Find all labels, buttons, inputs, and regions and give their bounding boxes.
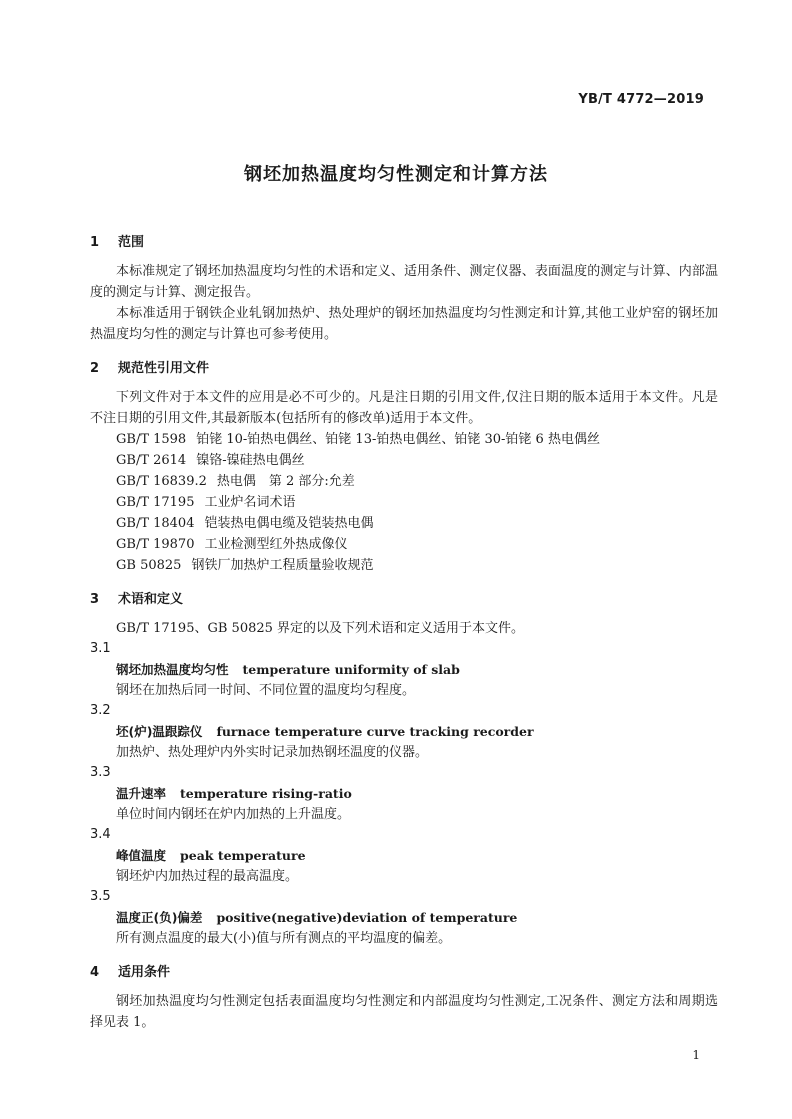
- term-name-zh: 坯(炉)温跟踪仪: [116, 724, 203, 739]
- term-number: 3.5: [90, 889, 111, 904]
- term-name-en: temperature rising-ratio: [180, 786, 352, 801]
- reference-item: [90, 471, 718, 492]
- conditions-paragraph: 钢坯加热温度均匀性测定包括表面温度均匀性测定和内部温度均匀性测定,工况条件、测定方法和周期选择见表 1。: [90, 994, 718, 1030]
- term-name-zh: 钢坯加热温度均匀性: [116, 662, 229, 677]
- reference-code: GB/T 1598: [116, 432, 187, 447]
- reference-code: GB/T 17195: [116, 495, 195, 510]
- term-definition: 加热炉、热处理炉内外实时记录加热钢坯温度的仪器。: [116, 745, 429, 760]
- section-heading-terms: [90, 589, 718, 610]
- term-name-en: furnace temperature curve tracking recorder: [216, 724, 534, 739]
- term-number: 3.2: [90, 703, 111, 718]
- section-heading-conditions: [90, 962, 718, 983]
- term-name-zh: 峰值温度: [116, 848, 167, 863]
- reference-title: 热电偶 第 2 部分:允差: [216, 474, 355, 489]
- document-body: [90, 232, 718, 1033]
- section-number: 1: [90, 235, 100, 250]
- term-name: [90, 783, 718, 804]
- term-number: 3.3: [90, 765, 111, 780]
- section-number: 4: [90, 965, 100, 980]
- reference-title: 工业检测型红外热成像仪: [204, 537, 348, 552]
- term-name-en: temperature uniformity of slab: [242, 662, 460, 677]
- term-name: [90, 907, 718, 928]
- terms-intro: GB/T 17195、GB 50825 界定的以及下列术语和定义适用于本文件。: [116, 621, 525, 636]
- term-name-zh: 温升速率: [116, 786, 167, 801]
- page-number: 1: [692, 1048, 700, 1062]
- document-title: 钢坯加热温度均匀性测定和计算方法: [244, 164, 548, 185]
- reference-code: GB 50825: [116, 558, 182, 573]
- reference-code: GB/T 18404: [116, 516, 195, 531]
- references-intro: 下列文件对于本文件的应用是必不可少的。凡是注日期的引用文件,仅注日期的版本适用于本文件。凡是不注日期的引用文件,其最新版本(包括所有的修改单)适用于本文件。: [90, 390, 718, 426]
- scope-paragraph: 本标准规定了钢坯加热温度均匀性的术语和定义、适用条件、测定仪器、表面温度的测定与计算、内部温度的测定与计算、测定报告。: [90, 264, 718, 300]
- section-number: 3: [90, 592, 100, 607]
- section-title: 规范性引用文件: [118, 361, 210, 376]
- term-definition: 单位时间内钢坯在炉内加热的上升温度。: [116, 807, 351, 822]
- term-name-zh: 温度正(负)偏差: [116, 910, 203, 925]
- term-name: [90, 721, 718, 742]
- section-title: 范围: [118, 235, 145, 250]
- term-definition: 钢坯在加热后同一时间、不同位置的温度均匀程度。: [116, 683, 416, 698]
- scope-paragraph: 本标准适用于钢铁企业轧钢加热炉、热处理炉的钢坯加热温度均匀性测定和计算,其他工业炉窑的钢坯加热温度均匀性的测定与计算也可参考使用。: [90, 306, 718, 342]
- reference-title: 工业炉名词术语: [204, 495, 296, 510]
- term-name: [90, 845, 718, 866]
- reference-title: 镍铬-镍硅热电偶丝: [196, 453, 305, 468]
- reference-item: [90, 534, 718, 555]
- reference-title: 铂铑 10-铂热电偶丝、铂铑 13-铂热电偶丝、铂铑 30-铂铑 6 热电偶丝: [196, 432, 600, 447]
- reference-item: [90, 492, 718, 513]
- reference-item: [90, 429, 718, 450]
- section-heading-scope: [90, 232, 718, 253]
- term-name-en: positive(negative)deviation of temperature: [216, 910, 518, 925]
- term-number: 3.4: [90, 827, 111, 842]
- term-definition: 钢坯炉内加热过程的最高温度。: [116, 869, 299, 884]
- reference-item: [90, 513, 718, 534]
- standard-code: YB/T 4772—2019: [578, 92, 704, 107]
- section-title: 术语和定义: [118, 592, 184, 607]
- section-number: 2: [90, 361, 100, 376]
- reference-code: GB/T 2614: [116, 453, 187, 468]
- section-heading-references: [90, 358, 718, 379]
- reference-item: [90, 555, 718, 576]
- reference-title: 钢铁厂加热炉工程质量验收规范: [191, 558, 374, 573]
- term-name: [90, 659, 718, 680]
- reference-code: GB/T 16839.2: [116, 474, 207, 489]
- term-name-en: peak temperature: [180, 848, 306, 863]
- reference-item: [90, 450, 718, 471]
- term-number: 3.1: [90, 641, 111, 656]
- section-title: 适用条件: [118, 965, 171, 980]
- reference-code: GB/T 19870: [116, 537, 195, 552]
- reference-title: 铠装热电偶电缆及铠装热电偶: [204, 516, 374, 531]
- term-definition: 所有测点温度的最大(小)值与所有测点的平均温度的偏差。: [116, 931, 452, 946]
